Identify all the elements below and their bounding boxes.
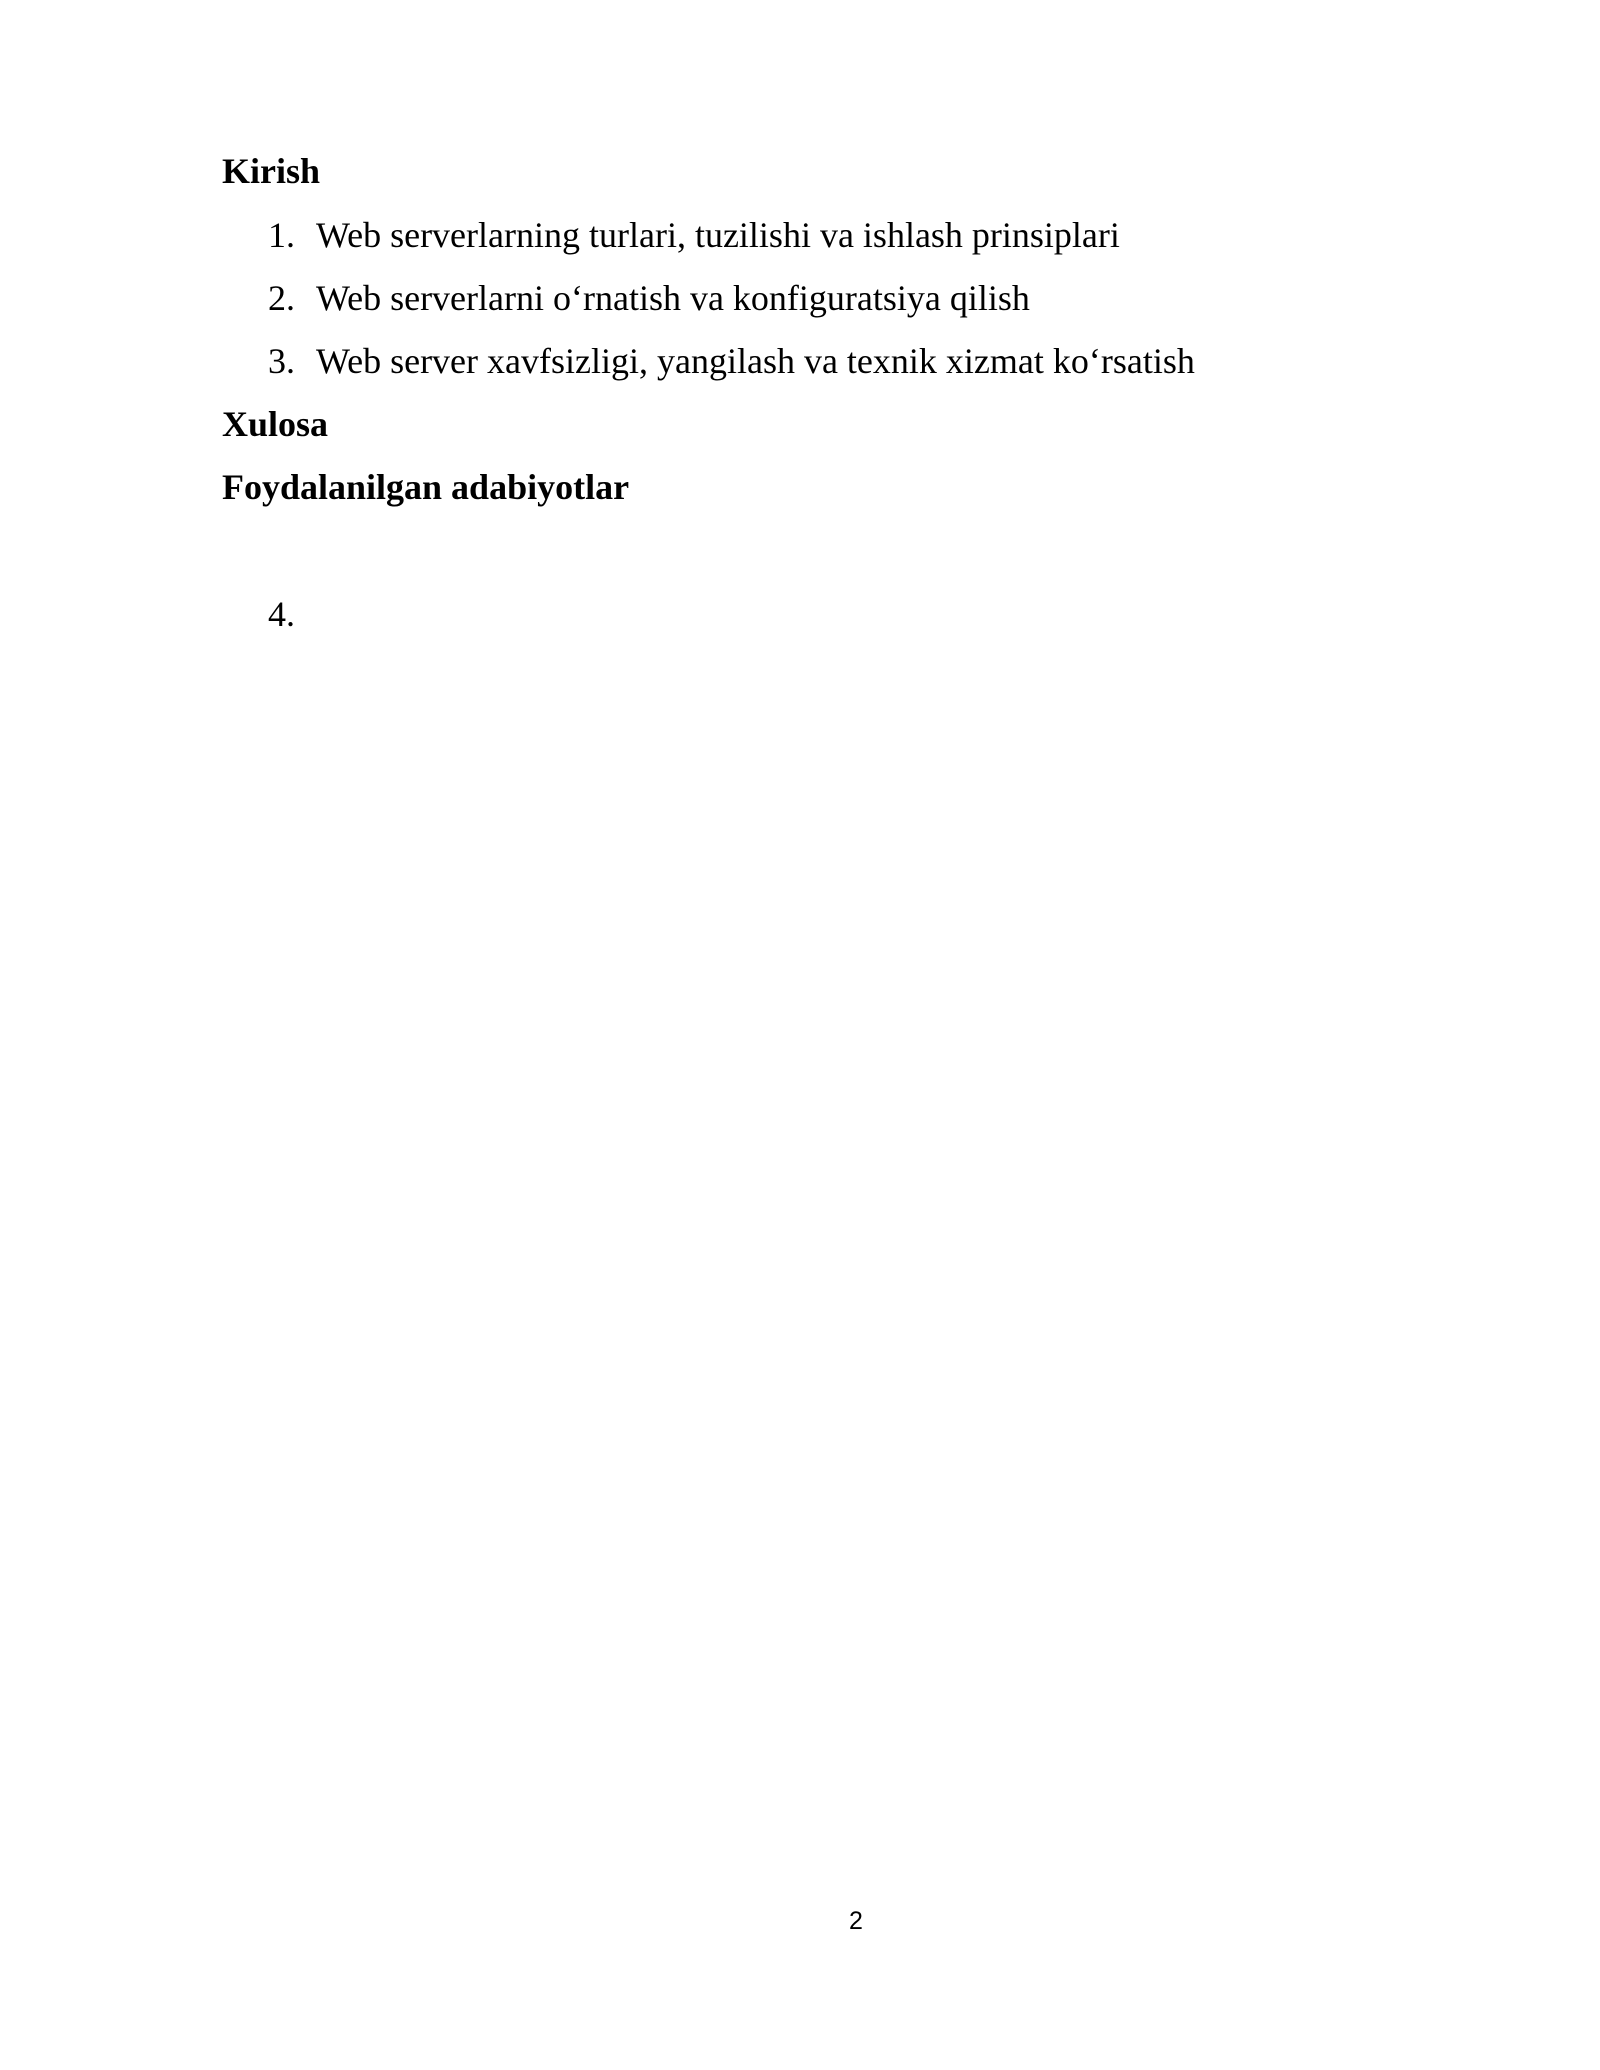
list-item-number: 1. xyxy=(268,215,295,255)
page-number: 2 xyxy=(849,1907,863,1935)
heading-references: Foydalanilgan adabiyotlar xyxy=(222,467,630,507)
heading-kirish: Kirish xyxy=(222,151,321,191)
list-item-number: 3. xyxy=(268,341,295,381)
list-item xyxy=(268,341,1195,381)
list-item xyxy=(268,215,1120,255)
empty-list-item xyxy=(268,594,316,634)
list-item-number: 2. xyxy=(268,278,295,318)
heading-xulosa: Xulosa xyxy=(222,404,329,444)
list-item-text: Web server xavfsizligi, yangilash va texnik xizmat ko‘rsatish xyxy=(316,341,1195,381)
list-item-number: 4. xyxy=(268,594,295,634)
list-item-text: Web serverlarni o‘rnatish va konfiguratsiya qilish xyxy=(316,278,1030,318)
list-item xyxy=(268,278,1030,318)
list-item-text: Web serverlarning turlari, tuzilishi va ishlash prinsiplari xyxy=(316,215,1120,255)
